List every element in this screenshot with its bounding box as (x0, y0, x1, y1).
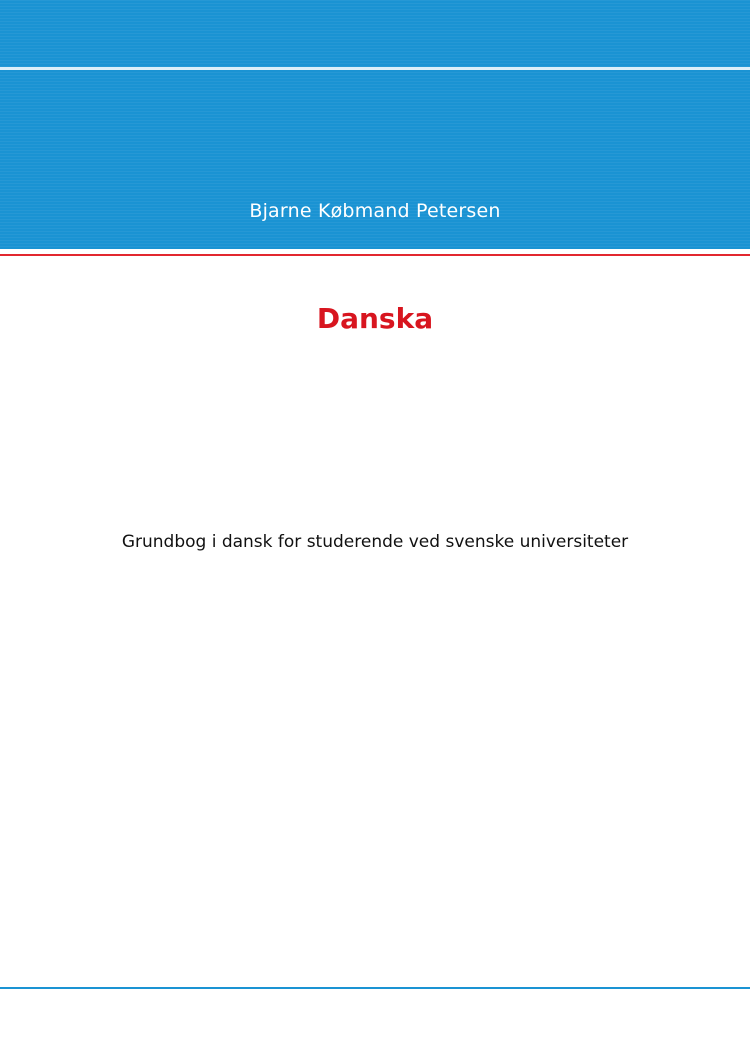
author-name: Bjarne Købmand Petersen (249, 200, 501, 222)
header-divider (0, 67, 750, 70)
red-divider (0, 254, 750, 256)
book-title: Danska (316, 302, 434, 335)
bottom-divider (0, 987, 750, 989)
book-subtitle: Grundbog i dansk for studerende ved svenske universiteter (121, 532, 629, 552)
header-band (0, 0, 750, 249)
